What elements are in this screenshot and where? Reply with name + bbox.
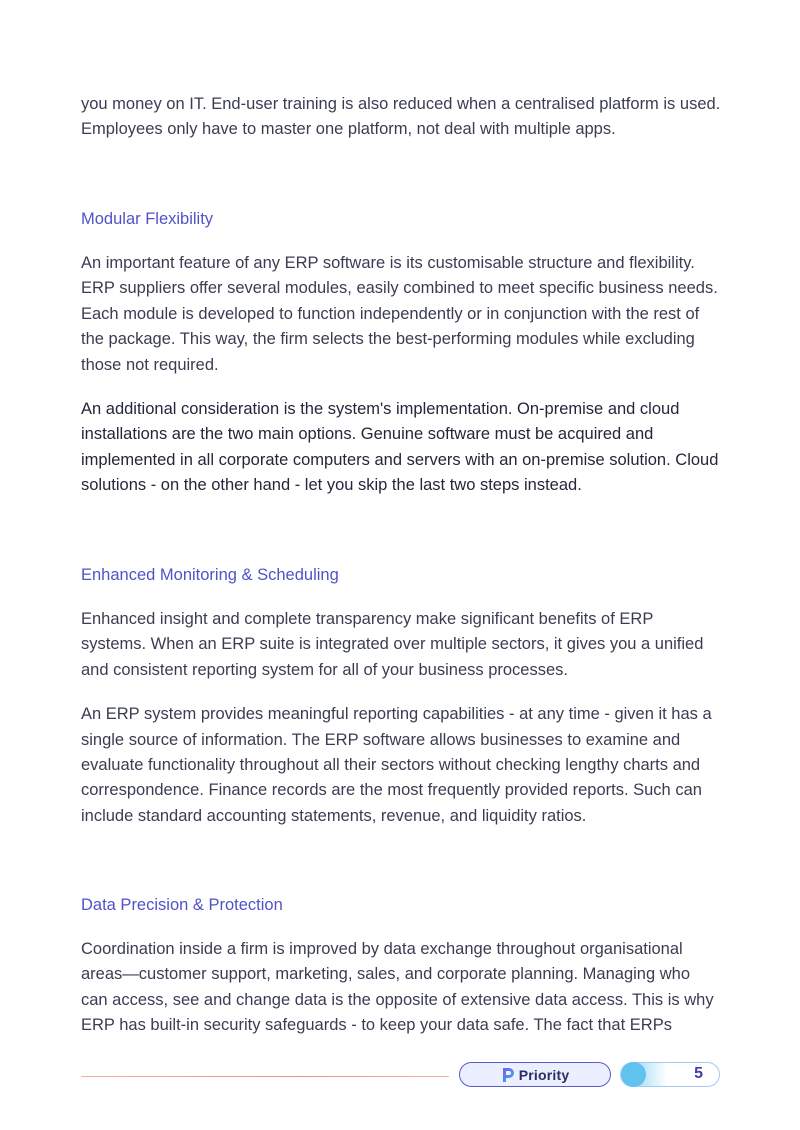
section-modular-flexibility	[81, 207, 721, 499]
paragraph: An additional consideration is the system's implementation. On-premise and cloud installations are the two main options. Genuine software must be acquired and implemented in all corporate computers and servers with an on-premise solution. Cloud solutions - on the other hand - let you skip the last two steps instead.	[81, 400, 719, 495]
page-number-badge	[620, 1062, 720, 1087]
paragraph: An important feature of any ERP software is its customisable structure and flexibility. ERP suppliers offer several modules, easily combined to meet specific business needs. Each module is developed to function independently or in conjunction with the rest of the package. This way, the firm selects the best-performing modules while excluding those not required.	[81, 254, 718, 374]
intro-block	[81, 92, 721, 143]
section-enhanced-monitoring	[81, 563, 721, 829]
page-dot-icon	[621, 1062, 646, 1087]
brand-badge	[459, 1062, 611, 1087]
intro-paragraph: you money on IT. End-user training is also reduced when a centralised platform is used. Employees only have to master one platform, not deal with multiple apps.	[81, 95, 721, 139]
section-heading: Modular Flexibility	[81, 210, 214, 228]
paragraph: An ERP system provides meaningful reporting capabilities - at any time - given it has a single source of information. The ERP software allows businesses to examine and evaluate functionality throughout all their sectors without checking lengthy charts and correspondence. Finance records are the most frequently provided reports. Such can include standard accounting statements, revenue, and liquidity ratios.	[81, 705, 712, 825]
paragraph: Coordination inside a firm is improved by data exchange throughout organisational areas—customer support, marketing, sales, and corporate planning. Managing who can access, see and change data is the opposite of extensive data access. This is why ERP has built-in security safeguards - to keep your data safe. The fact that ERPs	[81, 940, 714, 1035]
section-data-precision	[81, 893, 721, 1039]
section-heading: Enhanced Monitoring & Scheduling	[81, 566, 339, 584]
paragraph: Enhanced insight and complete transparency make significant benefits of ERP systems. When an ERP suite is integrated over multiple sectors, it gives you a unified and consistent reporting system for all of your business processes.	[81, 610, 704, 679]
brand-name: Priority	[518, 1066, 570, 1083]
footer-divider	[81, 1076, 449, 1077]
section-heading: Data Precision & Protection	[81, 896, 283, 914]
page-number: 5	[694, 1065, 703, 1082]
priority-logo-icon	[501, 1067, 515, 1083]
